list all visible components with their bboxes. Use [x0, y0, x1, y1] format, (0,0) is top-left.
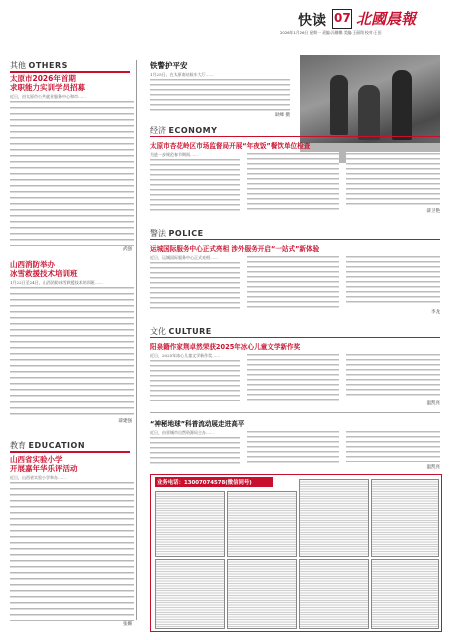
section-zh: 警法 — [150, 229, 166, 238]
article-title: 太原市2026年首期 求职能力实训学员招募 — [10, 74, 85, 92]
article-lead: 近日，由太原市公共就业服务中心和市…… — [10, 94, 86, 99]
byline: 张姗 — [123, 622, 132, 627]
article-title: 铁警护平安 — [150, 61, 188, 70]
article-body — [346, 255, 440, 305]
masthead — [270, 8, 442, 38]
section-head-culture — [150, 326, 212, 337]
byline: 耿峰 摄 — [275, 113, 290, 118]
section-head-other — [10, 60, 68, 71]
article-body — [10, 481, 134, 621]
article-title: 阳泉籍作家荆卓然荣获2025年冰心儿童文学新作奖 — [150, 343, 301, 351]
section-en: POLICE — [168, 229, 204, 238]
ad-block — [299, 559, 369, 629]
article-body — [10, 100, 134, 246]
article-body — [150, 359, 240, 401]
article-title: “神秘地球”科普流动展走进高平 — [150, 420, 245, 428]
photo-figure — [358, 85, 380, 140]
ad-block — [227, 559, 297, 629]
article-lead: 1月25日，在太原南站候车大厅…… — [150, 72, 214, 77]
byline: 李龙 — [431, 310, 440, 315]
article-lead: 近日，运城国际服务中心正式亮相…… — [150, 255, 218, 260]
ad-block — [227, 491, 297, 557]
article-title: 山西消防举办 冰雪救援技术培训班 — [10, 260, 78, 278]
article-lead: 近日，由晋城市自然资源局主办…… — [150, 430, 214, 435]
byline: 薛建强 — [118, 419, 132, 424]
byline: 温凯亮 — [426, 465, 440, 470]
section-zh: 教育 — [10, 441, 26, 450]
ad-block — [299, 479, 369, 557]
section-zh: 其他 — [10, 61, 26, 70]
article-body — [150, 261, 240, 311]
column-label: 快读 — [298, 13, 326, 29]
article-title: 运城国际服务中心正式亮相 涉外服务开启“一站式”新体验 — [150, 245, 320, 253]
ad-block — [155, 491, 225, 557]
section-rule — [10, 71, 130, 73]
ad-block — [155, 559, 225, 629]
paper-name: 北國晨報 — [356, 10, 417, 28]
section-en: ECONOMY — [168, 126, 218, 135]
masthead-meta: 2026年1月26日 星期一 责编:冯娜娜 美编:王丽翔 校对:王田 — [280, 30, 382, 35]
article-body — [10, 286, 134, 418]
byline: 温凯亮 — [426, 401, 440, 406]
photo-figure — [392, 70, 412, 140]
article-lead: 近日，山西省实验小学举办…… — [10, 475, 66, 480]
article-lead: 近日，2025年冰心儿童文学新作奖…… — [150, 353, 221, 358]
article-lead: 1月22日至24日，山西消防冰雪救援技术培训班…… — [10, 280, 103, 285]
section-rule — [150, 136, 440, 137]
ad-phone: 业务电话：13007074578(微信同号) — [157, 480, 252, 486]
article-body — [247, 430, 339, 466]
column-divider — [136, 60, 137, 620]
divider — [150, 412, 440, 413]
ad-block — [371, 559, 439, 629]
section-rule — [150, 337, 440, 338]
byline: 薛卫艳 — [426, 209, 440, 214]
section-zh: 经济 — [150, 126, 166, 135]
article-body — [150, 78, 290, 112]
section-head-police — [150, 228, 204, 239]
section-head-economy — [150, 125, 217, 136]
section-zh: 文化 — [150, 327, 166, 336]
section-head-education — [10, 440, 85, 451]
article-body — [247, 255, 339, 311]
section-rule — [10, 451, 130, 453]
article-lead: 为进一步规范春节期间…… — [150, 152, 198, 157]
article-body — [150, 158, 240, 212]
article-body — [346, 353, 440, 397]
photo-figure — [330, 75, 348, 135]
section-rule — [150, 239, 440, 240]
article-body — [346, 152, 440, 206]
article-title: 山西省实验小学 开展嘉年华乐评活动 — [10, 455, 78, 473]
page-number: 07 — [334, 11, 351, 25]
article-body — [150, 436, 240, 466]
article-title: 太原市杏花岭区市场监督局开展“年夜饭”餐饮单位检查 — [150, 142, 311, 150]
section-en: CULTURE — [168, 327, 212, 336]
section-en: EDUCATION — [28, 441, 86, 450]
article-body — [346, 430, 440, 462]
ad-section — [150, 474, 442, 632]
article-body — [247, 353, 339, 401]
section-en: OTHERS — [28, 61, 68, 70]
article-body — [247, 152, 339, 212]
byline: 武强 — [123, 247, 132, 252]
ad-block — [371, 479, 439, 557]
